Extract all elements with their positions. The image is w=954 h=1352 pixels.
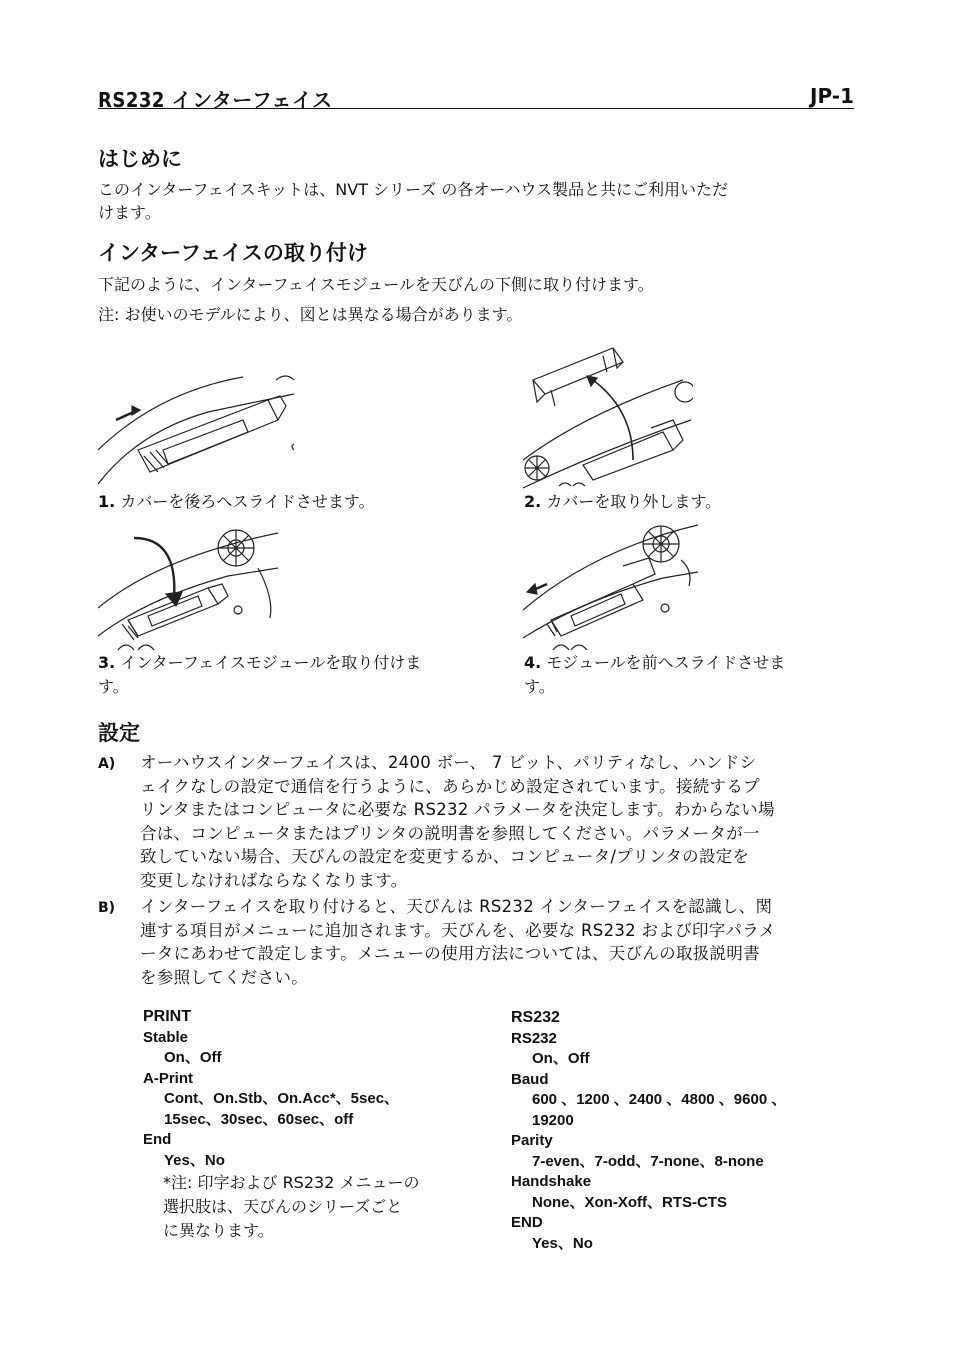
page-header [98, 84, 854, 112]
step4-caption: 4. モジュールを前へスライドさせま す。 [524, 653, 786, 696]
menu-options: Cont、On.Stb、On.Acc*、5sec、 [164, 1090, 400, 1107]
install-text: 下記のように、インターフェイスモジュールを天びんの下側に取り付けます。 [98, 275, 654, 294]
menu-item-parity: Parity [511, 1132, 553, 1149]
step1-illustration [98, 372, 298, 487]
intro-text: このインターフェイスキットは、NVT シリーズ の各オーハウス製品と共にご利用いただ けます。 [98, 180, 729, 222]
step2-illustration [523, 340, 693, 490]
item-a-label: A) [98, 756, 116, 772]
menu-options: On、Off [164, 1049, 222, 1066]
header-title: RS232 インターフェイス [98, 88, 333, 112]
menu-item-handshake: Handshake [511, 1173, 592, 1190]
install-note: 注: お使いのモデルにより、図とは異なる場合があります。 [98, 305, 523, 324]
step2-caption: 2. カバーを取り外します。 [524, 492, 722, 511]
menu-options: 7-even、7-odd、7-none、8-none [532, 1152, 764, 1170]
step1-caption: 1. カバーを後ろへスライドさせます。 [98, 492, 375, 511]
menu-item-baud: Baud [511, 1070, 549, 1088]
menu-options: 600 、1200 、2400 、4800 、9600 、 [532, 1091, 787, 1108]
item-b-label: B) [98, 900, 116, 916]
settings-heading: 設定 [98, 721, 140, 745]
menu-item-end: End [143, 1131, 172, 1148]
menu-options: Yes、No [164, 1151, 225, 1169]
menu-options: Yes、No [532, 1234, 593, 1252]
rs232-menu-heading: RS232 [511, 1009, 560, 1026]
page-code: JP-1 [810, 84, 854, 108]
item-a-text: オーハウスインターフェイスは、2400 ボー、 7 ビット、パリティなし、ハンドシ ェイクなしの設定で通信を行うように、あらかじめ設定されています。接続するプ リンタまたはコンピュータに必要な RS232 パラメータを決定します。わからない場 合は、コンピュータまたはプリンタの説明書を参照してください。パラメータが一 致していない場合、天びんの設定を変更するか、コンピュータ/プリンタの設定を 変更しなければならなくなります。 [140, 753, 775, 890]
step3-illustration [98, 528, 278, 653]
menu-options: None、Xon-Xoff、RTS-CTS [532, 1193, 727, 1211]
menu-item-aprint: A-Print [143, 1069, 193, 1087]
menu-options: 19200 [532, 1111, 574, 1129]
install-heading: インターフェイスの取り付け [98, 241, 368, 265]
step4-illustration [523, 520, 698, 650]
menu-note: *注: 印字および RS232 メニューの 選択肢は、天びんのシリーズごと に異なります。 [163, 1173, 420, 1240]
step3-caption: 3. インターフェイスモジュールを取り付けま す。 [98, 653, 422, 696]
menu-item-stable: Stable [143, 1028, 189, 1046]
intro-heading: はじめに [98, 147, 182, 171]
item-b-text: インターフェイスを取り付けると、天びんは RS232 インターフェイスを認識し、関 連する項目がメニューに追加されます。天びんを、必要な RS232 および印字パラメ ータにあわせて設定します。メニューの使用方法については、天びんの取扱説明書 を参照してください。 [140, 897, 776, 987]
menu-options: On、Off [532, 1050, 590, 1067]
print-menu-heading: PRINT [143, 1008, 191, 1025]
print-menu [143, 1007, 483, 1243]
menu-item-end: END [511, 1214, 543, 1231]
menu-item-rs232: RS232 [511, 1029, 557, 1047]
menu-options: 15sec、30sec、60sec、off [164, 1110, 354, 1128]
rs232-menu [511, 1008, 851, 1254]
